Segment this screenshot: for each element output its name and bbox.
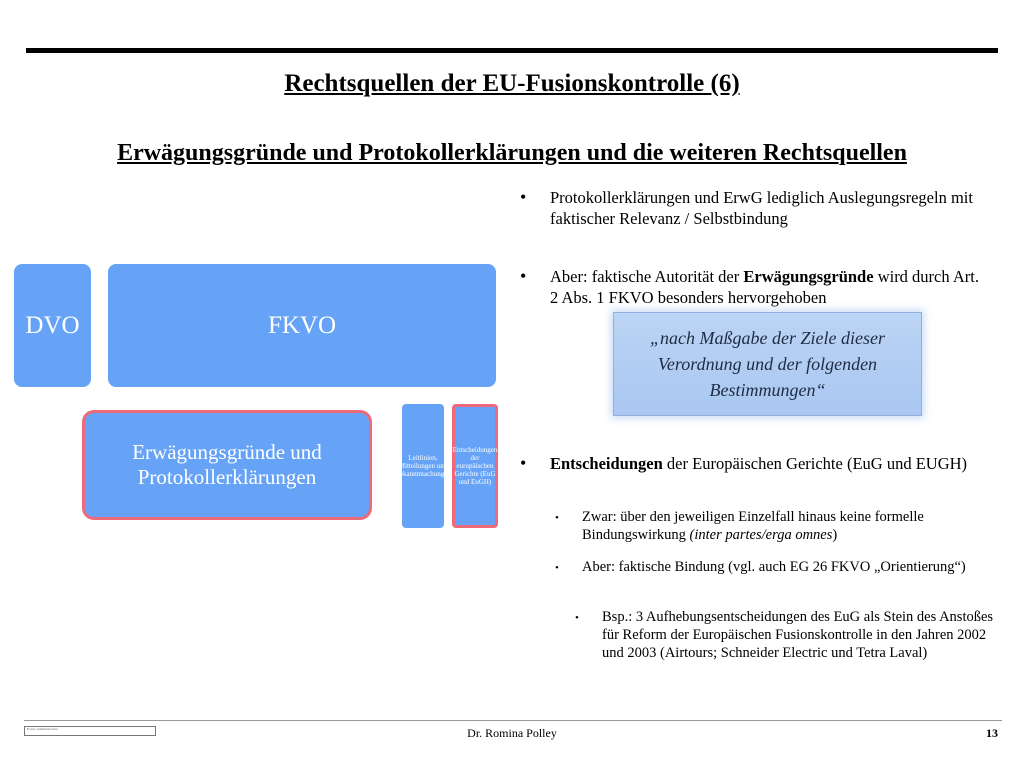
footer-author: Dr. Romina Polley	[467, 726, 557, 740]
bullet-text: Aber: faktische Autorität der Erwägungsgründe wird durch Art. 2 Abs. 1 FKVO besonders hervorgehoben	[550, 267, 979, 307]
footer-rule	[24, 720, 1002, 721]
bullet-item	[520, 266, 990, 308]
bullet-item	[520, 453, 990, 474]
leitlinien-box: Leitlinien, Mitteilungen und Bekanntmachungen	[402, 404, 444, 528]
bold-term: Erwägungsgründe	[743, 267, 874, 286]
slide-title: Rechtsquellen der EU-Fusionskontrolle (6)	[284, 70, 740, 97]
top-rule	[26, 48, 998, 53]
bullet-dot: •	[575, 612, 579, 624]
quote-box	[613, 312, 922, 416]
sub-bullet-item	[555, 508, 995, 544]
footer-notice-box: Footer confidential notice	[24, 726, 156, 736]
erwaegungsgruende-line1: Erwägungsgründe und	[132, 440, 322, 464]
dvo-box: DVO	[14, 264, 91, 387]
erwaegungsgruende-line2: Protokollerklärungen	[137, 465, 317, 489]
bullet-dot: •	[555, 562, 559, 574]
bullet-text: Aber: faktische Bindung (vgl. auch EG 26 FKVO „Orientierung“)	[582, 559, 966, 575]
bullet-text: Protokollerklärungen und ErwG lediglich Auslegungsregeln mit faktischer Relevanz / Selbstbindung	[550, 188, 973, 228]
sub-bullet-item	[555, 558, 995, 579]
bullet-dot: •	[520, 266, 527, 286]
erwaegungsgruende-box	[82, 410, 372, 520]
italic-term: (inter partes/erga omnes	[689, 527, 833, 543]
fkvo-box: FKVO	[108, 264, 496, 387]
quote-text: „nach Maßgabe der Ziele dieser Verordnung und der folgenden Bestimmungen“	[650, 328, 885, 400]
bullet-dot: •	[520, 453, 527, 473]
page-number: 13	[986, 726, 998, 740]
bullet-text: Entscheidungen der Europäischen Gerichte (EuG und EUGH)	[550, 454, 968, 473]
sub-sub-bullet-item	[575, 608, 995, 662]
slide-subtitle: Erwägungsgründe und Protokollerklärungen und die weiteren Rechtsquellen	[117, 140, 907, 166]
bold-term: Entscheidungen	[550, 454, 663, 473]
bullet-item	[520, 187, 990, 229]
bullet-text: Zwar: über den jeweiligen Einzelfall hinaus keine formelle Bindungswirkung (inter partes/erga omnes)	[582, 509, 924, 543]
entscheidungen-box: Entscheidungen der europäischen Gerichte (EuG und EuGH)	[452, 404, 498, 528]
bullet-dot: •	[555, 512, 559, 524]
bullet-dot: •	[520, 187, 527, 207]
bullet-text: Bsp.: 3 Aufhebungsentscheidungen des EuG als Stein des Anstoßes für Reform der Europäischen Fusionskontrolle in den Jahren 2002 und 2003 (Airtours; Schneider Electric und Tetra Laval)	[602, 609, 994, 661]
